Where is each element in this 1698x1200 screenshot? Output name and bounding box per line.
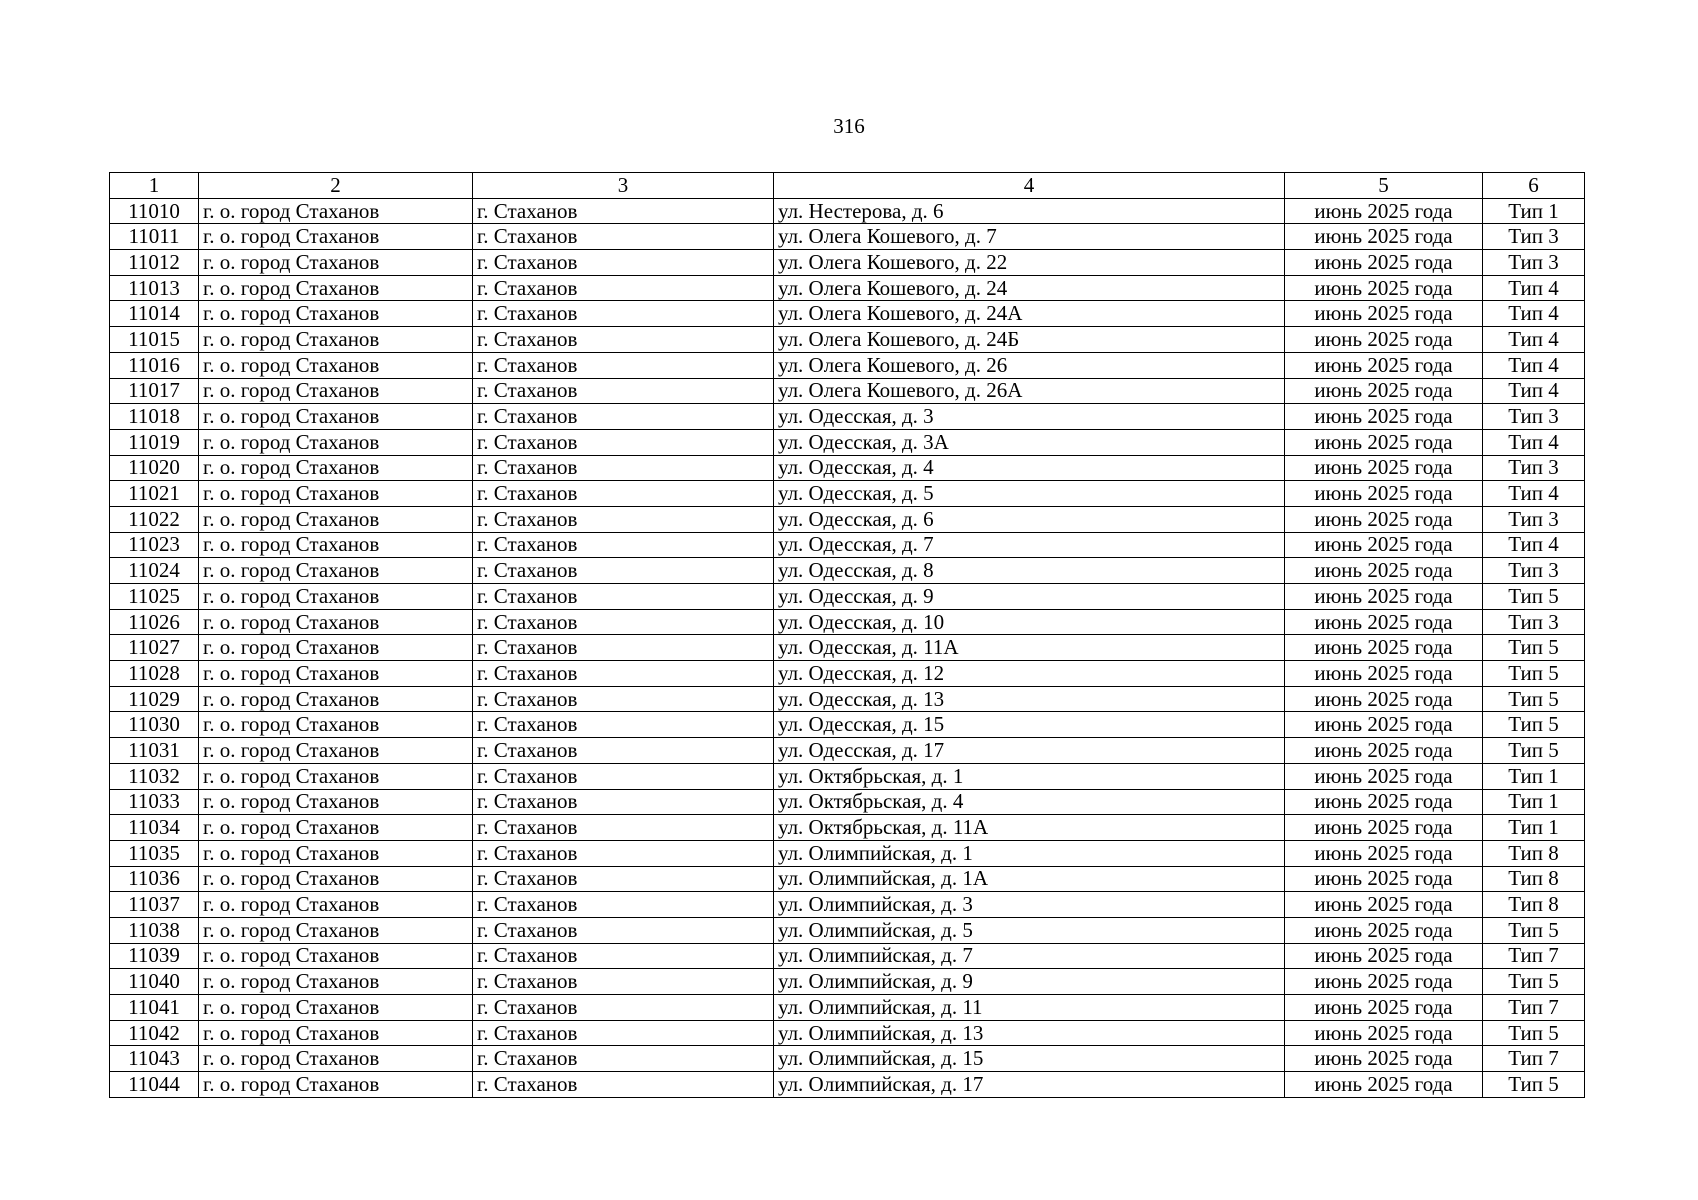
- row-number-cell: 11037: [110, 892, 199, 918]
- municipality-cell: г. о. город Стаханов: [199, 1046, 473, 1072]
- table-row: [110, 866, 1585, 892]
- deadline-cell: июнь 2025 года: [1285, 198, 1483, 224]
- table-row: [110, 943, 1585, 969]
- settlement-cell: г. Стаханов: [473, 352, 774, 378]
- table-row: [110, 1046, 1585, 1072]
- address-cell: ул. Олимпийская, д. 7: [774, 943, 1285, 969]
- settlement-cell: г. Стаханов: [473, 532, 774, 558]
- settlement-cell: г. Стаханов: [473, 712, 774, 738]
- registry-table: [109, 172, 1585, 1098]
- type-cell: Тип 3: [1483, 250, 1585, 276]
- settlement-cell: г. Стаханов: [473, 763, 774, 789]
- type-cell: Тип 1: [1483, 763, 1585, 789]
- municipality-cell: г. о. город Стаханов: [199, 224, 473, 250]
- table-row: [110, 224, 1585, 250]
- row-number-cell: 11010: [110, 198, 199, 224]
- municipality-cell: г. о. город Стаханов: [199, 378, 473, 404]
- address-cell: ул. Одесская, д. 6: [774, 506, 1285, 532]
- type-cell: Тип 4: [1483, 378, 1585, 404]
- table-row: [110, 275, 1585, 301]
- table-row: [110, 558, 1585, 584]
- municipality-cell: г. о. город Стаханов: [199, 712, 473, 738]
- type-cell: Тип 4: [1483, 327, 1585, 353]
- address-cell: ул. Олимпийская, д. 11: [774, 995, 1285, 1021]
- address-cell: ул. Олега Кошевого, д. 24А: [774, 301, 1285, 327]
- row-number-cell: 11029: [110, 686, 199, 712]
- table-row: [110, 712, 1585, 738]
- municipality-cell: г. о. город Стаханов: [199, 198, 473, 224]
- type-cell: Тип 8: [1483, 892, 1585, 918]
- settlement-cell: г. Стаханов: [473, 584, 774, 610]
- table-row: [110, 1020, 1585, 1046]
- settlement-cell: г. Стаханов: [473, 327, 774, 353]
- municipality-cell: г. о. город Стаханов: [199, 763, 473, 789]
- deadline-cell: июнь 2025 года: [1285, 969, 1483, 995]
- settlement-cell: г. Стаханов: [473, 506, 774, 532]
- settlement-cell: г. Стаханов: [473, 917, 774, 943]
- deadline-cell: июнь 2025 года: [1285, 635, 1483, 661]
- address-cell: ул. Одесская, д. 9: [774, 584, 1285, 610]
- address-cell: ул. Одесская, д. 17: [774, 738, 1285, 764]
- type-cell: Тип 5: [1483, 661, 1585, 687]
- type-cell: Тип 5: [1483, 738, 1585, 764]
- deadline-cell: июнь 2025 года: [1285, 712, 1483, 738]
- municipality-cell: г. о. город Стаханов: [199, 352, 473, 378]
- deadline-cell: июнь 2025 года: [1285, 327, 1483, 353]
- table-row: [110, 635, 1585, 661]
- deadline-cell: июнь 2025 года: [1285, 558, 1483, 584]
- deadline-cell: июнь 2025 года: [1285, 584, 1483, 610]
- address-cell: ул. Олимпийская, д. 9: [774, 969, 1285, 995]
- table-row: [110, 506, 1585, 532]
- settlement-cell: г. Стаханов: [473, 995, 774, 1021]
- table-row: [110, 969, 1585, 995]
- row-number-cell: 11030: [110, 712, 199, 738]
- municipality-cell: г. о. город Стаханов: [199, 866, 473, 892]
- municipality-cell: г. о. город Стаханов: [199, 635, 473, 661]
- municipality-cell: г. о. город Стаханов: [199, 481, 473, 507]
- settlement-cell: г. Стаханов: [473, 1072, 774, 1098]
- settlement-cell: г. Стаханов: [473, 404, 774, 430]
- table-row: [110, 763, 1585, 789]
- address-cell: ул. Одесская, д. 15: [774, 712, 1285, 738]
- type-cell: Тип 3: [1483, 558, 1585, 584]
- settlement-cell: г. Стаханов: [473, 455, 774, 481]
- type-cell: Тип 3: [1483, 609, 1585, 635]
- type-cell: Тип 4: [1483, 301, 1585, 327]
- type-cell: Тип 4: [1483, 429, 1585, 455]
- settlement-cell: г. Стаханов: [473, 198, 774, 224]
- type-cell: Тип 5: [1483, 584, 1585, 610]
- settlement-cell: г. Стаханов: [473, 892, 774, 918]
- address-cell: ул. Одесская, д. 3А: [774, 429, 1285, 455]
- row-number-cell: 11015: [110, 327, 199, 353]
- row-number-cell: 11041: [110, 995, 199, 1021]
- address-cell: ул. Одесская, д. 12: [774, 661, 1285, 687]
- address-cell: ул. Октябрьская, д. 4: [774, 789, 1285, 815]
- address-cell: ул. Одесская, д. 3: [774, 404, 1285, 430]
- municipality-cell: г. о. город Стаханов: [199, 1020, 473, 1046]
- deadline-cell: июнь 2025 года: [1285, 661, 1483, 687]
- address-cell: ул. Одесская, д. 4: [774, 455, 1285, 481]
- address-cell: ул. Одесская, д. 10: [774, 609, 1285, 635]
- row-number-cell: 11038: [110, 917, 199, 943]
- row-number-cell: 11011: [110, 224, 199, 250]
- address-cell: ул. Олега Кошевого, д. 22: [774, 250, 1285, 276]
- row-number-cell: 11018: [110, 404, 199, 430]
- deadline-cell: июнь 2025 года: [1285, 789, 1483, 815]
- municipality-cell: г. о. город Стаханов: [199, 455, 473, 481]
- type-cell: Тип 5: [1483, 1020, 1585, 1046]
- type-cell: Тип 3: [1483, 404, 1585, 430]
- municipality-cell: г. о. город Стаханов: [199, 301, 473, 327]
- municipality-cell: г. о. город Стаханов: [199, 995, 473, 1021]
- deadline-cell: июнь 2025 года: [1285, 763, 1483, 789]
- table-row: [110, 404, 1585, 430]
- municipality-cell: г. о. город Стаханов: [199, 738, 473, 764]
- settlement-cell: г. Стаханов: [473, 224, 774, 250]
- type-cell: Тип 7: [1483, 943, 1585, 969]
- address-cell: ул. Олега Кошевого, д. 7: [774, 224, 1285, 250]
- table-row: [110, 661, 1585, 687]
- type-cell: Тип 1: [1483, 815, 1585, 841]
- table-row: [110, 352, 1585, 378]
- municipality-cell: г. о. город Стаханов: [199, 789, 473, 815]
- type-cell: Тип 4: [1483, 481, 1585, 507]
- municipality-cell: г. о. город Стаханов: [199, 917, 473, 943]
- settlement-cell: г. Стаханов: [473, 866, 774, 892]
- table-row: [110, 301, 1585, 327]
- municipality-cell: г. о. город Стаханов: [199, 404, 473, 430]
- deadline-cell: июнь 2025 года: [1285, 404, 1483, 430]
- table-row: [110, 1072, 1585, 1098]
- row-number-cell: 11022: [110, 506, 199, 532]
- row-number-cell: 11039: [110, 943, 199, 969]
- table-row: [110, 250, 1585, 276]
- table-row: [110, 609, 1585, 635]
- deadline-cell: июнь 2025 года: [1285, 917, 1483, 943]
- column-header: 2: [199, 173, 473, 199]
- header-row: [110, 173, 1585, 199]
- type-cell: Тип 5: [1483, 917, 1585, 943]
- type-cell: Тип 3: [1483, 455, 1585, 481]
- type-cell: Тип 1: [1483, 198, 1585, 224]
- column-header: 3: [473, 173, 774, 199]
- address-cell: ул. Одесская, д. 11А: [774, 635, 1285, 661]
- deadline-cell: июнь 2025 года: [1285, 481, 1483, 507]
- settlement-cell: г. Стаханов: [473, 481, 774, 507]
- municipality-cell: г. о. город Стаханов: [199, 506, 473, 532]
- municipality-cell: г. о. город Стаханов: [199, 250, 473, 276]
- row-number-cell: 11033: [110, 789, 199, 815]
- municipality-cell: г. о. город Стаханов: [199, 840, 473, 866]
- address-cell: ул. Олега Кошевого, д. 26: [774, 352, 1285, 378]
- row-number-cell: 11040: [110, 969, 199, 995]
- row-number-cell: 11042: [110, 1020, 199, 1046]
- address-cell: ул. Олимпийская, д. 1: [774, 840, 1285, 866]
- row-number-cell: 11032: [110, 763, 199, 789]
- type-cell: Тип 4: [1483, 275, 1585, 301]
- type-cell: Тип 5: [1483, 1072, 1585, 1098]
- deadline-cell: июнь 2025 года: [1285, 455, 1483, 481]
- row-number-cell: 11016: [110, 352, 199, 378]
- deadline-cell: июнь 2025 года: [1285, 275, 1483, 301]
- municipality-cell: г. о. город Стаханов: [199, 532, 473, 558]
- settlement-cell: г. Стаханов: [473, 738, 774, 764]
- settlement-cell: г. Стаханов: [473, 1020, 774, 1046]
- table-row: [110, 892, 1585, 918]
- settlement-cell: г. Стаханов: [473, 429, 774, 455]
- type-cell: Тип 3: [1483, 506, 1585, 532]
- deadline-cell: июнь 2025 года: [1285, 686, 1483, 712]
- municipality-cell: г. о. город Стаханов: [199, 943, 473, 969]
- type-cell: Тип 5: [1483, 635, 1585, 661]
- row-number-cell: 11012: [110, 250, 199, 276]
- municipality-cell: г. о. город Стаханов: [199, 584, 473, 610]
- municipality-cell: г. о. город Стаханов: [199, 661, 473, 687]
- row-number-cell: 11024: [110, 558, 199, 584]
- type-cell: Тип 7: [1483, 995, 1585, 1021]
- municipality-cell: г. о. город Стаханов: [199, 429, 473, 455]
- municipality-cell: г. о. город Стаханов: [199, 969, 473, 995]
- address-cell: ул. Олега Кошевого, д. 26А: [774, 378, 1285, 404]
- table-row: [110, 995, 1585, 1021]
- deadline-cell: июнь 2025 года: [1285, 352, 1483, 378]
- row-number-cell: 11031: [110, 738, 199, 764]
- table-row: [110, 378, 1585, 404]
- row-number-cell: 11020: [110, 455, 199, 481]
- address-cell: ул. Олимпийская, д. 17: [774, 1072, 1285, 1098]
- deadline-cell: июнь 2025 года: [1285, 609, 1483, 635]
- deadline-cell: июнь 2025 года: [1285, 995, 1483, 1021]
- municipality-cell: г. о. город Стаханов: [199, 686, 473, 712]
- address-cell: ул. Олимпийская, д. 1А: [774, 866, 1285, 892]
- row-number-cell: 11019: [110, 429, 199, 455]
- type-cell: Тип 8: [1483, 866, 1585, 892]
- row-number-cell: 11021: [110, 481, 199, 507]
- row-number-cell: 11013: [110, 275, 199, 301]
- address-cell: ул. Нестерова, д. 6: [774, 198, 1285, 224]
- table-header: [110, 173, 1585, 199]
- table-row: [110, 840, 1585, 866]
- settlement-cell: г. Стаханов: [473, 378, 774, 404]
- settlement-cell: г. Стаханов: [473, 789, 774, 815]
- row-number-cell: 11028: [110, 661, 199, 687]
- row-number-cell: 11027: [110, 635, 199, 661]
- column-header: 6: [1483, 173, 1585, 199]
- settlement-cell: г. Стаханов: [473, 635, 774, 661]
- row-number-cell: 11035: [110, 840, 199, 866]
- deadline-cell: июнь 2025 года: [1285, 250, 1483, 276]
- municipality-cell: г. о. город Стаханов: [199, 558, 473, 584]
- municipality-cell: г. о. город Стаханов: [199, 892, 473, 918]
- settlement-cell: г. Стаханов: [473, 840, 774, 866]
- table-row: [110, 738, 1585, 764]
- table-row: [110, 327, 1585, 353]
- table-body: [110, 198, 1585, 1097]
- address-cell: ул. Октябрьская, д. 1: [774, 763, 1285, 789]
- address-cell: ул. Октябрьская, д. 11А: [774, 815, 1285, 841]
- deadline-cell: июнь 2025 года: [1285, 943, 1483, 969]
- type-cell: Тип 1: [1483, 789, 1585, 815]
- row-number-cell: 11043: [110, 1046, 199, 1072]
- settlement-cell: г. Стаханов: [473, 661, 774, 687]
- address-cell: ул. Олега Кошевого, д. 24: [774, 275, 1285, 301]
- deadline-cell: июнь 2025 года: [1285, 378, 1483, 404]
- deadline-cell: июнь 2025 года: [1285, 532, 1483, 558]
- address-cell: ул. Олега Кошевого, д. 24Б: [774, 327, 1285, 353]
- municipality-cell: г. о. город Стаханов: [199, 275, 473, 301]
- deadline-cell: июнь 2025 года: [1285, 1020, 1483, 1046]
- settlement-cell: г. Стаханов: [473, 275, 774, 301]
- table-row: [110, 584, 1585, 610]
- municipality-cell: г. о. город Стаханов: [199, 815, 473, 841]
- settlement-cell: г. Стаханов: [473, 943, 774, 969]
- row-number-cell: 11025: [110, 584, 199, 610]
- settlement-cell: г. Стаханов: [473, 301, 774, 327]
- row-number-cell: 11023: [110, 532, 199, 558]
- municipality-cell: г. о. город Стаханов: [199, 609, 473, 635]
- deadline-cell: июнь 2025 года: [1285, 1072, 1483, 1098]
- settlement-cell: г. Стаханов: [473, 969, 774, 995]
- table-row: [110, 429, 1585, 455]
- row-number-cell: 11044: [110, 1072, 199, 1098]
- page-number: 316: [833, 114, 865, 138]
- type-cell: Тип 5: [1483, 712, 1585, 738]
- settlement-cell: г. Стаханов: [473, 609, 774, 635]
- deadline-cell: июнь 2025 года: [1285, 866, 1483, 892]
- table-row: [110, 686, 1585, 712]
- column-header: 5: [1285, 173, 1483, 199]
- table-row: [110, 917, 1585, 943]
- deadline-cell: июнь 2025 года: [1285, 429, 1483, 455]
- address-cell: ул. Олимпийская, д. 13: [774, 1020, 1285, 1046]
- row-number-cell: 11036: [110, 866, 199, 892]
- table-row: [110, 815, 1585, 841]
- deadline-cell: июнь 2025 года: [1285, 738, 1483, 764]
- address-cell: ул. Олимпийская, д. 5: [774, 917, 1285, 943]
- type-cell: Тип 5: [1483, 969, 1585, 995]
- type-cell: Тип 7: [1483, 1046, 1585, 1072]
- address-cell: ул. Одесская, д. 5: [774, 481, 1285, 507]
- address-cell: ул. Одесская, д. 8: [774, 558, 1285, 584]
- column-header: 1: [110, 173, 199, 199]
- row-number-cell: 11014: [110, 301, 199, 327]
- settlement-cell: г. Стаханов: [473, 250, 774, 276]
- address-cell: ул. Одесская, д. 13: [774, 686, 1285, 712]
- settlement-cell: г. Стаханов: [473, 686, 774, 712]
- deadline-cell: июнь 2025 года: [1285, 224, 1483, 250]
- settlement-cell: г. Стаханов: [473, 558, 774, 584]
- settlement-cell: г. Стаханов: [473, 815, 774, 841]
- deadline-cell: июнь 2025 года: [1285, 1046, 1483, 1072]
- municipality-cell: г. о. город Стаханов: [199, 327, 473, 353]
- column-header: 4: [774, 173, 1285, 199]
- deadline-cell: июнь 2025 года: [1285, 815, 1483, 841]
- deadline-cell: июнь 2025 года: [1285, 840, 1483, 866]
- row-number-cell: 11034: [110, 815, 199, 841]
- deadline-cell: июнь 2025 года: [1285, 506, 1483, 532]
- table-row: [110, 198, 1585, 224]
- deadline-cell: июнь 2025 года: [1285, 301, 1483, 327]
- table-row: [110, 455, 1585, 481]
- row-number-cell: 11017: [110, 378, 199, 404]
- deadline-cell: июнь 2025 года: [1285, 892, 1483, 918]
- address-cell: ул. Олимпийская, д. 3: [774, 892, 1285, 918]
- table-row: [110, 481, 1585, 507]
- settlement-cell: г. Стаханов: [473, 1046, 774, 1072]
- type-cell: Тип 8: [1483, 840, 1585, 866]
- table-row: [110, 532, 1585, 558]
- municipality-cell: г. о. город Стаханов: [199, 1072, 473, 1098]
- table-row: [110, 789, 1585, 815]
- type-cell: Тип 5: [1483, 686, 1585, 712]
- type-cell: Тип 3: [1483, 224, 1585, 250]
- row-number-cell: 11026: [110, 609, 199, 635]
- address-cell: ул. Олимпийская, д. 15: [774, 1046, 1285, 1072]
- type-cell: Тип 4: [1483, 532, 1585, 558]
- address-cell: ул. Одесская, д. 7: [774, 532, 1285, 558]
- type-cell: Тип 4: [1483, 352, 1585, 378]
